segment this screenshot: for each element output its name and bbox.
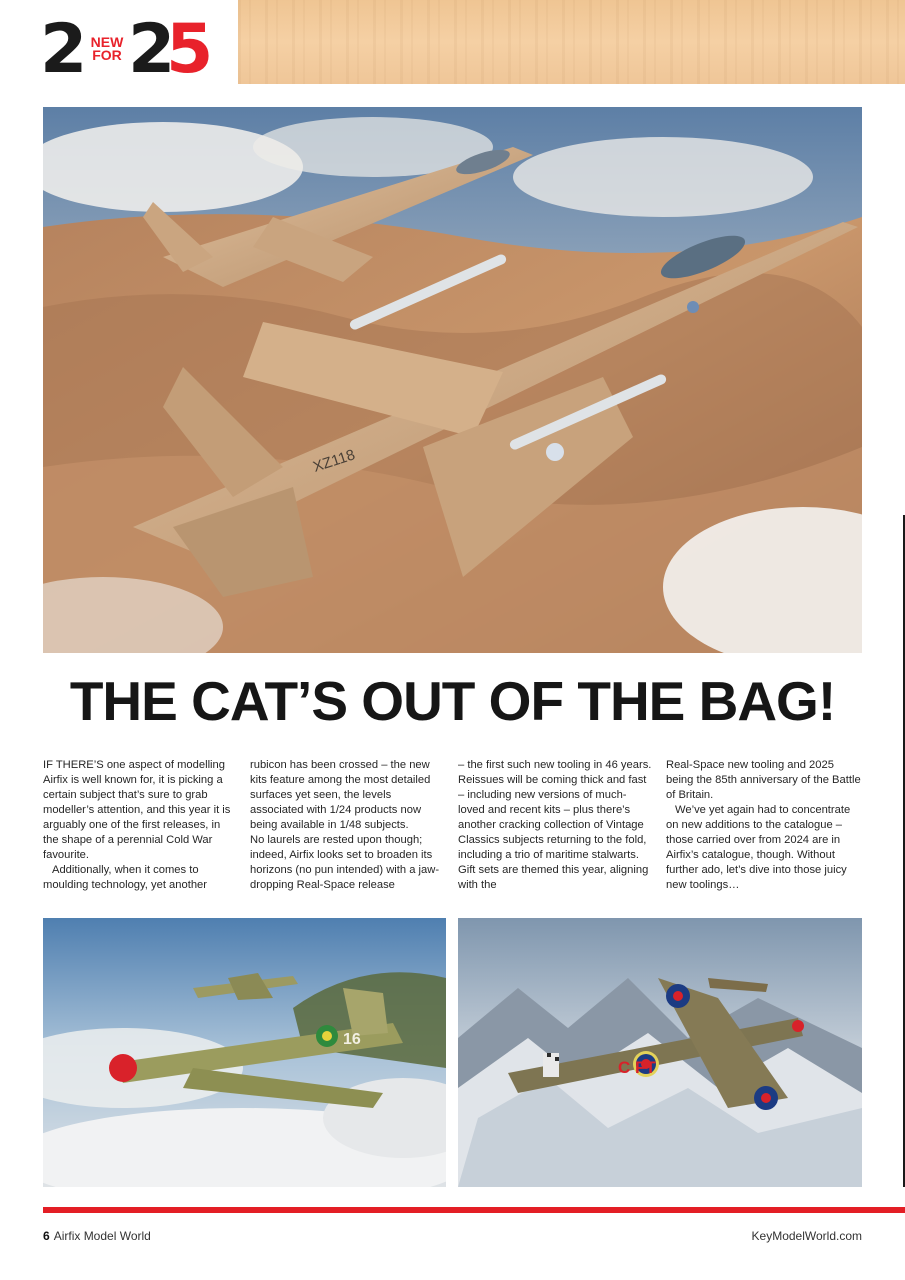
logo-digit-two: 2: [40, 10, 84, 89]
body-column-4: [666, 758, 861, 893]
article-headline: THE CAT’S OUT OF THE BAG!: [69, 670, 836, 732]
wood-texture-banner: [238, 0, 905, 84]
page-number: 6: [43, 1229, 50, 1243]
body-column-3: [458, 758, 653, 893]
logo-digit-two-second: 2: [128, 10, 172, 89]
p40-warhawk-image: [458, 918, 862, 1187]
spitfire-code-text: 16: [343, 1031, 361, 1048]
new-for-2025-logo: [40, 10, 220, 89]
spitfire-image: [43, 918, 446, 1187]
hero-serial-text: XZ118: [310, 446, 358, 476]
paragraph: No laurels are rested upon though; indeed, Airfix looks set to broaden its horizons (no pun intended) with a jaw-dropping Real-Space release: [250, 834, 440, 891]
footer-red-rule: [43, 1207, 905, 1213]
paragraph: Additionally, when it comes to moulding technology, yet another: [43, 864, 207, 891]
body-column-2: [250, 758, 445, 893]
paragraph: We’ve yet again had to concentrate on new additions to the catalogue – those carried over from 2024 are in Airfix’s catalogue, though. Without further ado, let’s dive into those juicy new toolings…: [666, 804, 851, 891]
paragraph: Real-Space new tooling and 2025 being the 85th anniversary of the Battle of Britain.: [666, 759, 861, 801]
hero-image-jaguars: [43, 107, 862, 653]
body-column-1: [43, 758, 238, 893]
logo-new-for: [86, 36, 128, 62]
logo-digit-five: 5: [166, 10, 214, 89]
publication-name: Airfix Model World: [53, 1229, 151, 1243]
paragraph: rubicon has been crossed – the new kits feature among the most detailed surfaces yet seen, the levels associated with 1/24 products now being available in 1/48 subjects.: [250, 759, 431, 831]
p40-code-text: C FT: [618, 1058, 656, 1077]
paragraph: IF THERE’S one aspect of modelling Airfix is well known for, it is picking a certain subject that’s sure to grab modeller’s attention, and this year it is arguably one of the first releases, in the shape of a perennial Cold War favourite.: [43, 759, 231, 861]
paragraph: – the first such new tooling in 46 years. Reissues will be coming thick and fast – including new versions of much-loved and recent kits – plus there’s another cracking collection of Vintage Classics subjects returning to the fold, including a trio of maritime stalwarts. Gift sets are themed this year, aligning with the: [458, 759, 652, 891]
logo-new-text: NEW: [90, 34, 124, 50]
logo-for-text: FOR: [92, 47, 122, 63]
footer-website: KeyModelWorld.com: [751, 1229, 862, 1243]
footer-left: [43, 1229, 151, 1243]
